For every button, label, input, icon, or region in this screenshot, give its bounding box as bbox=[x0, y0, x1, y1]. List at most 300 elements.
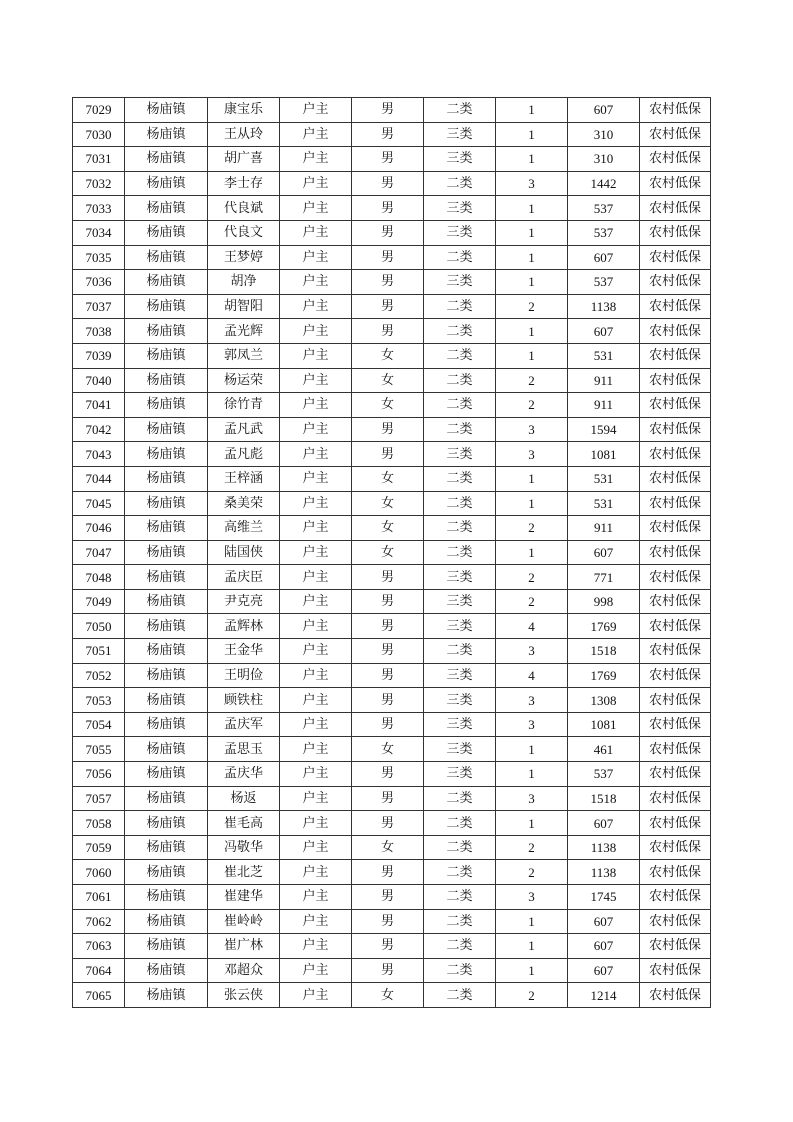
cell-category: 三类 bbox=[424, 565, 496, 590]
cell-serial-number: 7038 bbox=[73, 319, 125, 344]
cell-category: 二类 bbox=[424, 368, 496, 393]
cell-name: 杨返 bbox=[208, 786, 280, 811]
cell-township: 杨庙镇 bbox=[125, 491, 208, 516]
cell-household-size: 1 bbox=[496, 934, 568, 959]
cell-assistance-type: 农村低保 bbox=[640, 811, 711, 836]
cell-household-size: 2 bbox=[496, 294, 568, 319]
cell-relation: 户主 bbox=[280, 343, 352, 368]
table-row bbox=[73, 565, 711, 590]
cell-township: 杨庙镇 bbox=[125, 688, 208, 713]
cell-name: 孟庆臣 bbox=[208, 565, 280, 590]
cell-relation: 户主 bbox=[280, 147, 352, 172]
cell-gender: 女 bbox=[352, 983, 424, 1008]
cell-assistance-type: 农村低保 bbox=[640, 614, 711, 639]
cell-relation: 户主 bbox=[280, 98, 352, 123]
cell-relation: 户主 bbox=[280, 688, 352, 713]
cell-township: 杨庙镇 bbox=[125, 663, 208, 688]
cell-amount: 607 bbox=[568, 245, 640, 270]
cell-name: 高维兰 bbox=[208, 516, 280, 541]
cell-gender: 女 bbox=[352, 343, 424, 368]
table-row bbox=[73, 762, 711, 787]
cell-name: 孟凡武 bbox=[208, 417, 280, 442]
cell-assistance-type: 农村低保 bbox=[640, 220, 711, 245]
cell-serial-number: 7051 bbox=[73, 639, 125, 664]
cell-relation: 户主 bbox=[280, 885, 352, 910]
table-row bbox=[73, 614, 711, 639]
cell-relation: 户主 bbox=[280, 958, 352, 983]
cell-amount: 607 bbox=[568, 934, 640, 959]
cell-amount: 1769 bbox=[568, 614, 640, 639]
cell-township: 杨庙镇 bbox=[125, 147, 208, 172]
cell-category: 三类 bbox=[424, 589, 496, 614]
cell-relation: 户主 bbox=[280, 491, 352, 516]
cell-category: 二类 bbox=[424, 639, 496, 664]
cell-township: 杨庙镇 bbox=[125, 294, 208, 319]
cell-household-size: 3 bbox=[496, 442, 568, 467]
cell-amount: 531 bbox=[568, 343, 640, 368]
cell-amount: 911 bbox=[568, 516, 640, 541]
cell-household-size: 2 bbox=[496, 393, 568, 418]
cell-name: 代良斌 bbox=[208, 196, 280, 221]
cell-relation: 户主 bbox=[280, 417, 352, 442]
cell-name: 孟思玉 bbox=[208, 737, 280, 762]
table-row bbox=[73, 171, 711, 196]
cell-relation: 户主 bbox=[280, 442, 352, 467]
cell-assistance-type: 农村低保 bbox=[640, 368, 711, 393]
table-row bbox=[73, 466, 711, 491]
cell-household-size: 2 bbox=[496, 516, 568, 541]
cell-township: 杨庙镇 bbox=[125, 220, 208, 245]
cell-household-size: 1 bbox=[496, 343, 568, 368]
cell-gender: 男 bbox=[352, 589, 424, 614]
cell-relation: 户主 bbox=[280, 294, 352, 319]
cell-gender: 男 bbox=[352, 294, 424, 319]
cell-household-size: 1 bbox=[496, 98, 568, 123]
cell-name: 代良文 bbox=[208, 220, 280, 245]
cell-township: 杨庙镇 bbox=[125, 614, 208, 639]
cell-gender: 男 bbox=[352, 147, 424, 172]
table-row bbox=[73, 196, 711, 221]
cell-name: 孟庆军 bbox=[208, 712, 280, 737]
cell-serial-number: 7031 bbox=[73, 147, 125, 172]
cell-amount: 911 bbox=[568, 368, 640, 393]
cell-gender: 女 bbox=[352, 540, 424, 565]
cell-assistance-type: 农村低保 bbox=[640, 270, 711, 295]
cell-household-size: 1 bbox=[496, 147, 568, 172]
cell-township: 杨庙镇 bbox=[125, 639, 208, 664]
cell-amount: 537 bbox=[568, 762, 640, 787]
cell-township: 杨庙镇 bbox=[125, 835, 208, 860]
table-row bbox=[73, 442, 711, 467]
cell-name: 桑美荣 bbox=[208, 491, 280, 516]
table-row bbox=[73, 540, 711, 565]
cell-amount: 531 bbox=[568, 466, 640, 491]
cell-category: 三类 bbox=[424, 442, 496, 467]
cell-name: 崔岭岭 bbox=[208, 909, 280, 934]
cell-relation: 户主 bbox=[280, 393, 352, 418]
cell-category: 三类 bbox=[424, 663, 496, 688]
cell-gender: 男 bbox=[352, 614, 424, 639]
cell-household-size: 3 bbox=[496, 688, 568, 713]
cell-gender: 女 bbox=[352, 737, 424, 762]
cell-relation: 户主 bbox=[280, 196, 352, 221]
table-row bbox=[73, 934, 711, 959]
cell-amount: 1081 bbox=[568, 712, 640, 737]
cell-gender: 男 bbox=[352, 762, 424, 787]
table-row bbox=[73, 98, 711, 123]
cell-serial-number: 7035 bbox=[73, 245, 125, 270]
cell-serial-number: 7052 bbox=[73, 663, 125, 688]
cell-township: 杨庙镇 bbox=[125, 245, 208, 270]
relief-recipients-table bbox=[72, 97, 711, 1008]
cell-serial-number: 7036 bbox=[73, 270, 125, 295]
cell-gender: 男 bbox=[352, 811, 424, 836]
cell-gender: 女 bbox=[352, 393, 424, 418]
cell-category: 二类 bbox=[424, 171, 496, 196]
table-row bbox=[73, 786, 711, 811]
cell-assistance-type: 农村低保 bbox=[640, 393, 711, 418]
table-row bbox=[73, 663, 711, 688]
cell-household-size: 2 bbox=[496, 565, 568, 590]
cell-gender: 男 bbox=[352, 688, 424, 713]
cell-gender: 男 bbox=[352, 663, 424, 688]
cell-amount: 531 bbox=[568, 491, 640, 516]
cell-assistance-type: 农村低保 bbox=[640, 466, 711, 491]
cell-household-size: 1 bbox=[496, 196, 568, 221]
cell-category: 二类 bbox=[424, 958, 496, 983]
cell-household-size: 1 bbox=[496, 909, 568, 934]
cell-category: 二类 bbox=[424, 294, 496, 319]
cell-amount: 310 bbox=[568, 147, 640, 172]
cell-township: 杨庙镇 bbox=[125, 762, 208, 787]
cell-assistance-type: 农村低保 bbox=[640, 762, 711, 787]
cell-serial-number: 7039 bbox=[73, 343, 125, 368]
cell-township: 杨庙镇 bbox=[125, 958, 208, 983]
cell-category: 二类 bbox=[424, 540, 496, 565]
table-row bbox=[73, 860, 711, 885]
cell-serial-number: 7033 bbox=[73, 196, 125, 221]
cell-name: 顾铁柱 bbox=[208, 688, 280, 713]
cell-relation: 户主 bbox=[280, 786, 352, 811]
cell-relation: 户主 bbox=[280, 983, 352, 1008]
cell-gender: 男 bbox=[352, 639, 424, 664]
cell-name: 徐竹青 bbox=[208, 393, 280, 418]
cell-gender: 男 bbox=[352, 934, 424, 959]
cell-category: 二类 bbox=[424, 786, 496, 811]
cell-category: 三类 bbox=[424, 762, 496, 787]
cell-township: 杨庙镇 bbox=[125, 270, 208, 295]
cell-category: 二类 bbox=[424, 909, 496, 934]
cell-category: 三类 bbox=[424, 147, 496, 172]
cell-amount: 1138 bbox=[568, 294, 640, 319]
table-row bbox=[73, 491, 711, 516]
cell-name: 胡智阳 bbox=[208, 294, 280, 319]
cell-gender: 女 bbox=[352, 516, 424, 541]
cell-household-size: 2 bbox=[496, 860, 568, 885]
table-row bbox=[73, 245, 711, 270]
cell-relation: 户主 bbox=[280, 712, 352, 737]
cell-name: 孟辉林 bbox=[208, 614, 280, 639]
cell-assistance-type: 农村低保 bbox=[640, 319, 711, 344]
cell-amount: 461 bbox=[568, 737, 640, 762]
cell-name: 尹克亮 bbox=[208, 589, 280, 614]
cell-assistance-type: 农村低保 bbox=[640, 196, 711, 221]
cell-serial-number: 7061 bbox=[73, 885, 125, 910]
cell-gender: 女 bbox=[352, 835, 424, 860]
cell-serial-number: 7057 bbox=[73, 786, 125, 811]
cell-category: 二类 bbox=[424, 835, 496, 860]
cell-name: 杨运荣 bbox=[208, 368, 280, 393]
cell-gender: 女 bbox=[352, 491, 424, 516]
cell-assistance-type: 农村低保 bbox=[640, 147, 711, 172]
cell-household-size: 1 bbox=[496, 270, 568, 295]
cell-serial-number: 7029 bbox=[73, 98, 125, 123]
cell-serial-number: 7050 bbox=[73, 614, 125, 639]
cell-household-size: 3 bbox=[496, 639, 568, 664]
cell-township: 杨庙镇 bbox=[125, 98, 208, 123]
cell-relation: 户主 bbox=[280, 220, 352, 245]
cell-category: 二类 bbox=[424, 98, 496, 123]
table-row bbox=[73, 393, 711, 418]
cell-name: 孟光辉 bbox=[208, 319, 280, 344]
cell-township: 杨庙镇 bbox=[125, 442, 208, 467]
cell-amount: 607 bbox=[568, 98, 640, 123]
cell-township: 杨庙镇 bbox=[125, 934, 208, 959]
cell-serial-number: 7032 bbox=[73, 171, 125, 196]
cell-name: 王梦婷 bbox=[208, 245, 280, 270]
cell-amount: 537 bbox=[568, 196, 640, 221]
cell-relation: 户主 bbox=[280, 245, 352, 270]
cell-amount: 310 bbox=[568, 122, 640, 147]
cell-township: 杨庙镇 bbox=[125, 712, 208, 737]
cell-name: 张云侠 bbox=[208, 983, 280, 1008]
cell-category: 三类 bbox=[424, 122, 496, 147]
cell-amount: 607 bbox=[568, 811, 640, 836]
cell-serial-number: 7060 bbox=[73, 860, 125, 885]
cell-serial-number: 7064 bbox=[73, 958, 125, 983]
cell-relation: 户主 bbox=[280, 639, 352, 664]
cell-assistance-type: 农村低保 bbox=[640, 786, 711, 811]
cell-serial-number: 7065 bbox=[73, 983, 125, 1008]
cell-amount: 607 bbox=[568, 319, 640, 344]
cell-amount: 1138 bbox=[568, 860, 640, 885]
cell-township: 杨庙镇 bbox=[125, 540, 208, 565]
cell-gender: 男 bbox=[352, 122, 424, 147]
table-row bbox=[73, 639, 711, 664]
cell-relation: 户主 bbox=[280, 540, 352, 565]
cell-household-size: 1 bbox=[496, 737, 568, 762]
cell-serial-number: 7042 bbox=[73, 417, 125, 442]
cell-household-size: 3 bbox=[496, 171, 568, 196]
cell-category: 二类 bbox=[424, 319, 496, 344]
cell-relation: 户主 bbox=[280, 122, 352, 147]
cell-assistance-type: 农村低保 bbox=[640, 516, 711, 541]
cell-assistance-type: 农村低保 bbox=[640, 417, 711, 442]
cell-serial-number: 7034 bbox=[73, 220, 125, 245]
table-row bbox=[73, 909, 711, 934]
cell-assistance-type: 农村低保 bbox=[640, 909, 711, 934]
cell-amount: 607 bbox=[568, 909, 640, 934]
cell-category: 二类 bbox=[424, 516, 496, 541]
cell-amount: 1081 bbox=[568, 442, 640, 467]
table-row bbox=[73, 688, 711, 713]
cell-category: 二类 bbox=[424, 245, 496, 270]
cell-category: 二类 bbox=[424, 466, 496, 491]
cell-amount: 607 bbox=[568, 540, 640, 565]
cell-assistance-type: 农村低保 bbox=[640, 639, 711, 664]
cell-amount: 1442 bbox=[568, 171, 640, 196]
cell-amount: 998 bbox=[568, 589, 640, 614]
cell-category: 二类 bbox=[424, 860, 496, 885]
cell-gender: 女 bbox=[352, 368, 424, 393]
table-row bbox=[73, 885, 711, 910]
cell-household-size: 1 bbox=[496, 540, 568, 565]
cell-amount: 1594 bbox=[568, 417, 640, 442]
cell-amount: 1308 bbox=[568, 688, 640, 713]
cell-relation: 户主 bbox=[280, 565, 352, 590]
cell-relation: 户主 bbox=[280, 835, 352, 860]
cell-serial-number: 7030 bbox=[73, 122, 125, 147]
cell-serial-number: 7059 bbox=[73, 835, 125, 860]
cell-relation: 户主 bbox=[280, 663, 352, 688]
cell-gender: 男 bbox=[352, 196, 424, 221]
cell-category: 三类 bbox=[424, 712, 496, 737]
cell-assistance-type: 农村低保 bbox=[640, 540, 711, 565]
cell-household-size: 3 bbox=[496, 417, 568, 442]
cell-name: 胡净 bbox=[208, 270, 280, 295]
cell-township: 杨庙镇 bbox=[125, 171, 208, 196]
table-row bbox=[73, 147, 711, 172]
cell-category: 三类 bbox=[424, 220, 496, 245]
cell-serial-number: 7056 bbox=[73, 762, 125, 787]
cell-township: 杨庙镇 bbox=[125, 909, 208, 934]
table-row bbox=[73, 835, 711, 860]
cell-gender: 男 bbox=[352, 786, 424, 811]
cell-relation: 户主 bbox=[280, 737, 352, 762]
cell-serial-number: 7058 bbox=[73, 811, 125, 836]
cell-relation: 户主 bbox=[280, 319, 352, 344]
cell-gender: 女 bbox=[352, 466, 424, 491]
cell-township: 杨庙镇 bbox=[125, 786, 208, 811]
cell-township: 杨庙镇 bbox=[125, 565, 208, 590]
cell-serial-number: 7047 bbox=[73, 540, 125, 565]
table-row bbox=[73, 737, 711, 762]
cell-assistance-type: 农村低保 bbox=[640, 983, 711, 1008]
cell-household-size: 2 bbox=[496, 368, 568, 393]
cell-township: 杨庙镇 bbox=[125, 737, 208, 762]
cell-serial-number: 7037 bbox=[73, 294, 125, 319]
cell-township: 杨庙镇 bbox=[125, 860, 208, 885]
cell-household-size: 1 bbox=[496, 958, 568, 983]
cell-household-size: 3 bbox=[496, 712, 568, 737]
cell-category: 二类 bbox=[424, 811, 496, 836]
cell-relation: 户主 bbox=[280, 934, 352, 959]
cell-gender: 男 bbox=[352, 319, 424, 344]
table-row bbox=[73, 958, 711, 983]
cell-name: 崔毛高 bbox=[208, 811, 280, 836]
cell-assistance-type: 农村低保 bbox=[640, 934, 711, 959]
cell-assistance-type: 农村低保 bbox=[640, 122, 711, 147]
table-row bbox=[73, 319, 711, 344]
cell-household-size: 1 bbox=[496, 122, 568, 147]
cell-assistance-type: 农村低保 bbox=[640, 589, 711, 614]
cell-household-size: 1 bbox=[496, 220, 568, 245]
cell-name: 王金华 bbox=[208, 639, 280, 664]
table-row bbox=[73, 417, 711, 442]
cell-township: 杨庙镇 bbox=[125, 811, 208, 836]
cell-category: 二类 bbox=[424, 491, 496, 516]
cell-name: 王从玲 bbox=[208, 122, 280, 147]
cell-assistance-type: 农村低保 bbox=[640, 663, 711, 688]
cell-serial-number: 7048 bbox=[73, 565, 125, 590]
cell-household-size: 3 bbox=[496, 885, 568, 910]
cell-name: 李士存 bbox=[208, 171, 280, 196]
cell-assistance-type: 农村低保 bbox=[640, 835, 711, 860]
cell-assistance-type: 农村低保 bbox=[640, 294, 711, 319]
cell-household-size: 3 bbox=[496, 786, 568, 811]
cell-household-size: 1 bbox=[496, 245, 568, 270]
cell-serial-number: 7049 bbox=[73, 589, 125, 614]
cell-township: 杨庙镇 bbox=[125, 343, 208, 368]
cell-amount: 1518 bbox=[568, 786, 640, 811]
cell-household-size: 1 bbox=[496, 319, 568, 344]
cell-township: 杨庙镇 bbox=[125, 368, 208, 393]
cell-assistance-type: 农村低保 bbox=[640, 491, 711, 516]
cell-name: 崔北芝 bbox=[208, 860, 280, 885]
cell-gender: 男 bbox=[352, 270, 424, 295]
cell-assistance-type: 农村低保 bbox=[640, 737, 711, 762]
cell-township: 杨庙镇 bbox=[125, 516, 208, 541]
cell-gender: 男 bbox=[352, 909, 424, 934]
cell-township: 杨庙镇 bbox=[125, 122, 208, 147]
cell-household-size: 4 bbox=[496, 614, 568, 639]
cell-category: 三类 bbox=[424, 196, 496, 221]
cell-gender: 男 bbox=[352, 98, 424, 123]
cell-amount: 911 bbox=[568, 393, 640, 418]
table-row bbox=[73, 368, 711, 393]
cell-serial-number: 7043 bbox=[73, 442, 125, 467]
cell-household-size: 1 bbox=[496, 762, 568, 787]
cell-assistance-type: 农村低保 bbox=[640, 343, 711, 368]
cell-amount: 537 bbox=[568, 220, 640, 245]
cell-serial-number: 7041 bbox=[73, 393, 125, 418]
cell-serial-number: 7044 bbox=[73, 466, 125, 491]
cell-name: 孟凡彪 bbox=[208, 442, 280, 467]
cell-household-size: 1 bbox=[496, 466, 568, 491]
cell-relation: 户主 bbox=[280, 171, 352, 196]
cell-name: 陆国侠 bbox=[208, 540, 280, 565]
cell-relation: 户主 bbox=[280, 368, 352, 393]
cell-category: 三类 bbox=[424, 270, 496, 295]
cell-name: 胡广喜 bbox=[208, 147, 280, 172]
cell-name: 孟庆华 bbox=[208, 762, 280, 787]
cell-township: 杨庙镇 bbox=[125, 589, 208, 614]
cell-assistance-type: 农村低保 bbox=[640, 442, 711, 467]
cell-assistance-type: 农村低保 bbox=[640, 712, 711, 737]
cell-amount: 1138 bbox=[568, 835, 640, 860]
cell-household-size: 1 bbox=[496, 491, 568, 516]
cell-township: 杨庙镇 bbox=[125, 196, 208, 221]
cell-township: 杨庙镇 bbox=[125, 393, 208, 418]
cell-gender: 男 bbox=[352, 885, 424, 910]
cell-gender: 男 bbox=[352, 171, 424, 196]
cell-household-size: 2 bbox=[496, 983, 568, 1008]
cell-category: 二类 bbox=[424, 343, 496, 368]
cell-township: 杨庙镇 bbox=[125, 885, 208, 910]
cell-relation: 户主 bbox=[280, 762, 352, 787]
cell-relation: 户主 bbox=[280, 614, 352, 639]
cell-category: 二类 bbox=[424, 983, 496, 1008]
